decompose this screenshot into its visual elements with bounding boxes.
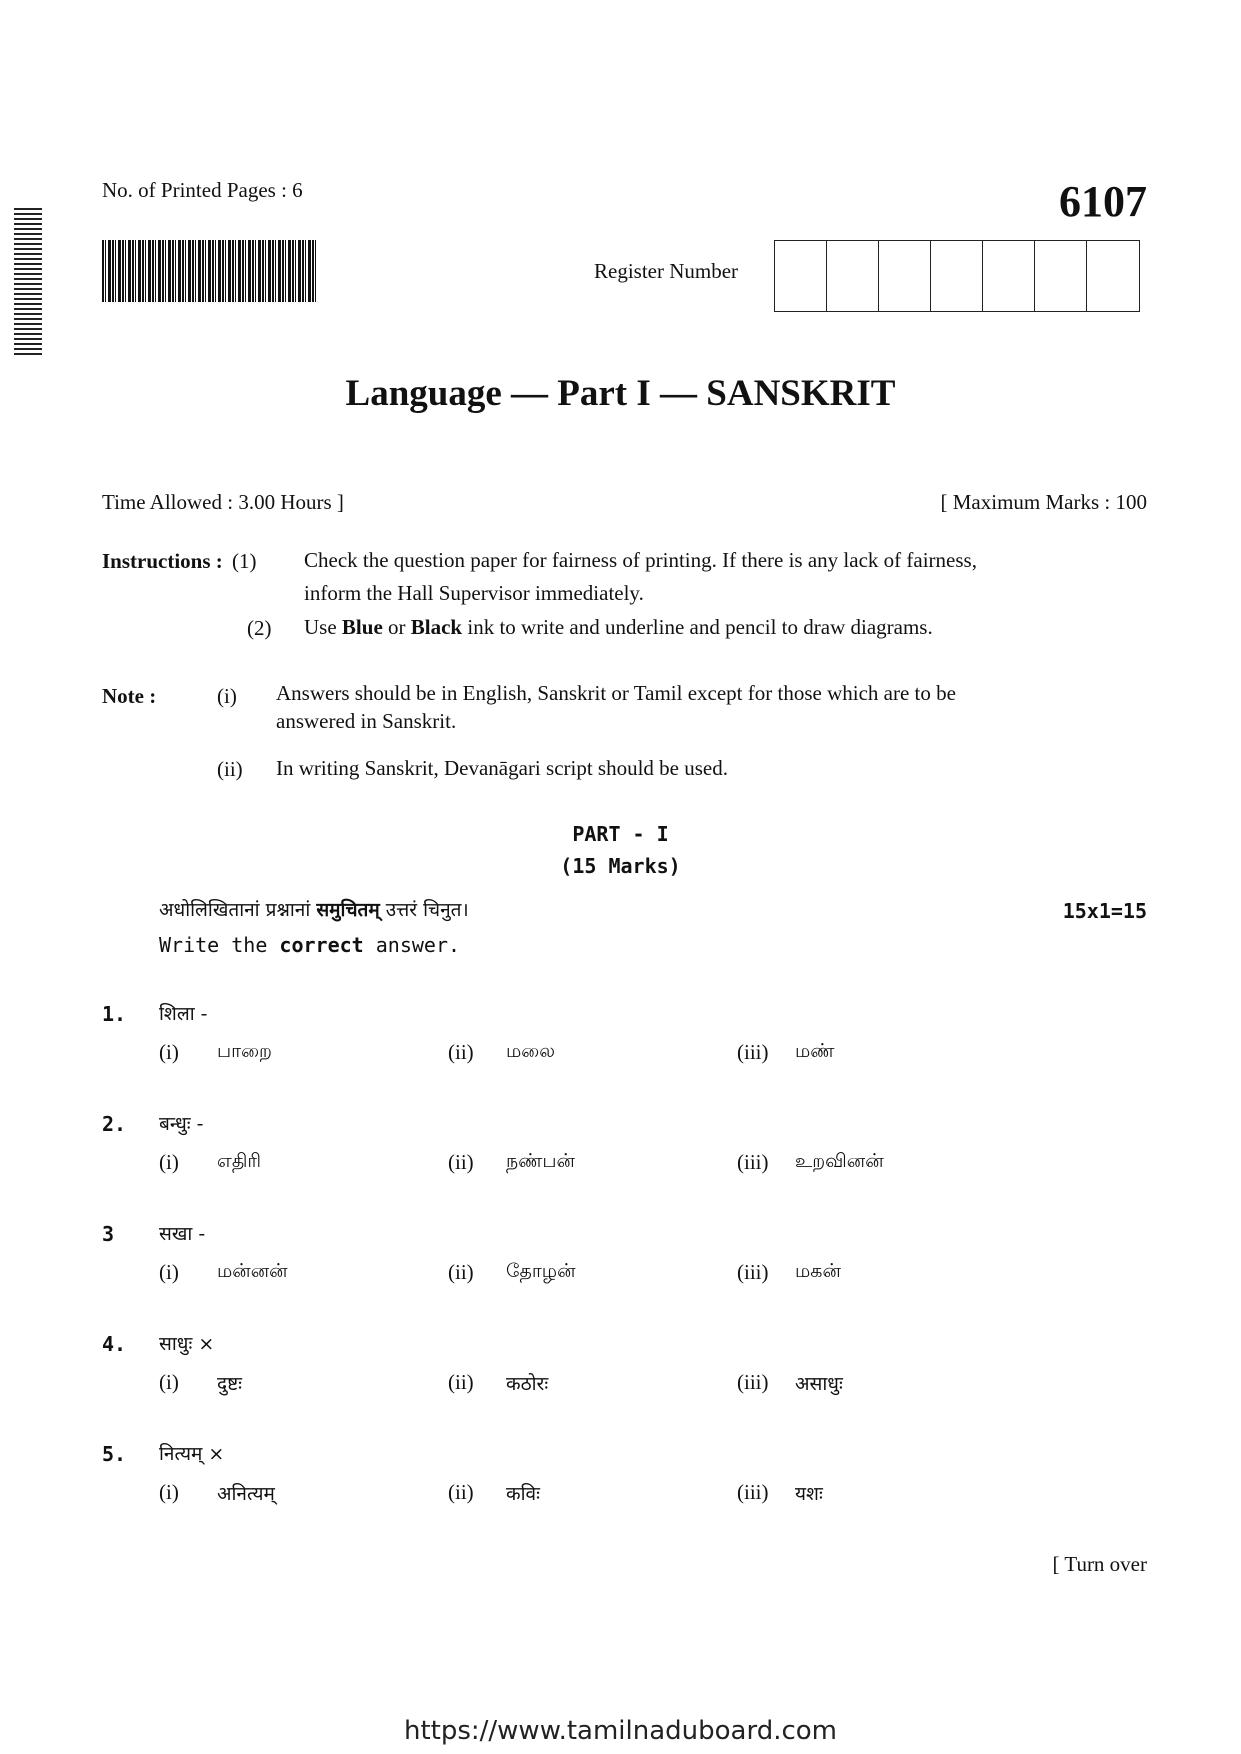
option-text: असाधुः (795, 1373, 843, 1395)
register-digit-box[interactable] (983, 241, 1035, 311)
instruction-line: inform the Hall Supervisor immediately. (304, 581, 644, 605)
register-number-label: Register Number (594, 259, 739, 283)
maximum-marks: [ Maximum Marks : 100 (940, 490, 1147, 514)
directive-emphasis: समुचितम् (316, 899, 380, 921)
option-label: (ii) (448, 1040, 474, 1064)
register-digit-box[interactable] (775, 241, 827, 311)
part-marks: (15 Marks) (560, 854, 681, 878)
option-text: தோழன் (506, 1260, 576, 1282)
option-label: (i) (159, 1260, 179, 1284)
instruction-emphasis: Black (410, 615, 463, 639)
directive-english (159, 933, 460, 957)
instruction-line: Check the question paper for fairness of printing. If there is any lack of fairness, (304, 548, 977, 572)
note-line: Answers should be in English, Sanskrit or Tamil except for those which are to be (276, 681, 956, 705)
question-word: साधुः × (159, 1333, 215, 1355)
option-text: यशः (795, 1483, 823, 1505)
directive-emphasis: correct (279, 933, 364, 957)
question-word: शिला - (159, 1003, 208, 1025)
instruction-number: (2) (247, 616, 272, 640)
option-label: (iii) (737, 1260, 769, 1284)
register-digit-box[interactable] (879, 241, 931, 311)
register-digit-box[interactable] (931, 241, 983, 311)
note-text: In writing Sanskrit, Devanāgari script should be used. (276, 756, 728, 780)
instruction-number: (1) (232, 549, 257, 573)
directive-part: answer. (363, 933, 461, 957)
printed-pages: No. of Printed Pages : 6 (102, 178, 303, 202)
register-digit-box[interactable] (827, 241, 879, 311)
question-word: सखा - (159, 1223, 206, 1245)
instruction-text (304, 544, 1147, 610)
part-title: PART - I (572, 822, 669, 846)
instruction-emphasis: Blue (341, 615, 383, 639)
side-barcode (14, 208, 42, 358)
question-number: 2. (102, 1112, 127, 1136)
note-number: (ii) (217, 757, 243, 781)
register-number-boxes[interactable] (774, 240, 1140, 312)
option-text: दुष्टः (217, 1373, 243, 1395)
directive-part: Write the (159, 933, 280, 957)
option-label: (iii) (737, 1040, 769, 1064)
option-label: (i) (159, 1480, 179, 1504)
option-text: எதிரி (217, 1150, 262, 1172)
question-word: नित्यम् × (159, 1443, 225, 1465)
option-label: (i) (159, 1370, 179, 1394)
directive-part: उत्तरं चिनुत। (379, 899, 469, 921)
option-label: (iii) (737, 1370, 769, 1394)
footer-url[interactable]: https://www.tamilnaduboard.com (403, 1716, 838, 1746)
option-text: மண் (795, 1040, 835, 1062)
part-heading (0, 818, 1241, 882)
time-allowed: Time Allowed : 3.00 Hours ] (102, 490, 344, 514)
option-text: உறவினன் (795, 1150, 884, 1172)
barcode (102, 240, 316, 302)
page-title: Language — Part I — SANSKRIT (345, 373, 896, 414)
option-label: (i) (159, 1040, 179, 1064)
option-label: (iii) (737, 1150, 769, 1174)
note-text (276, 679, 956, 735)
option-text: மலை (506, 1040, 556, 1062)
turn-over-note: [ Turn over (1052, 1552, 1147, 1576)
register-digit-box[interactable] (1087, 241, 1139, 311)
question-number: 1. (102, 1002, 127, 1026)
instruction-text (304, 611, 933, 644)
note-line: answered in Sanskrit. (276, 709, 457, 733)
directive-part: अधोलिखितानां प्रश्नानां (159, 899, 317, 921)
option-label: (ii) (448, 1370, 474, 1394)
option-text: நண்பன் (506, 1150, 575, 1172)
note-label: Note : (102, 684, 157, 708)
instruction-text-part: Use (304, 615, 342, 639)
instructions-label: Instructions : (102, 549, 223, 573)
option-label: (ii) (448, 1150, 474, 1174)
directive-sanskrit (159, 896, 469, 922)
instruction-text-part: ink to write and underline and pencil to draw diagrams. (462, 615, 933, 639)
note-number: (i) (217, 684, 237, 708)
question-number: 4. (102, 1332, 127, 1356)
option-label: (iii) (737, 1480, 769, 1504)
option-text: अनित्यम् (217, 1483, 275, 1505)
option-text: कठोरः (506, 1373, 549, 1395)
score-formula: 15x1=15 (1062, 899, 1147, 923)
paper-code: 6107 (1059, 177, 1147, 226)
option-label: (ii) (448, 1480, 474, 1504)
option-text: பாறை (217, 1040, 272, 1062)
option-label: (i) (159, 1150, 179, 1174)
instruction-text-part: or (382, 615, 411, 639)
option-text: மன்னன் (217, 1260, 288, 1282)
question-number: 5. (102, 1442, 127, 1466)
question-number: 3 (102, 1222, 115, 1246)
option-text: மகன் (795, 1260, 841, 1282)
option-text: कविः (506, 1483, 540, 1505)
register-digit-box[interactable] (1035, 241, 1087, 311)
option-label: (ii) (448, 1260, 474, 1284)
question-word: बन्धुः - (159, 1113, 204, 1135)
